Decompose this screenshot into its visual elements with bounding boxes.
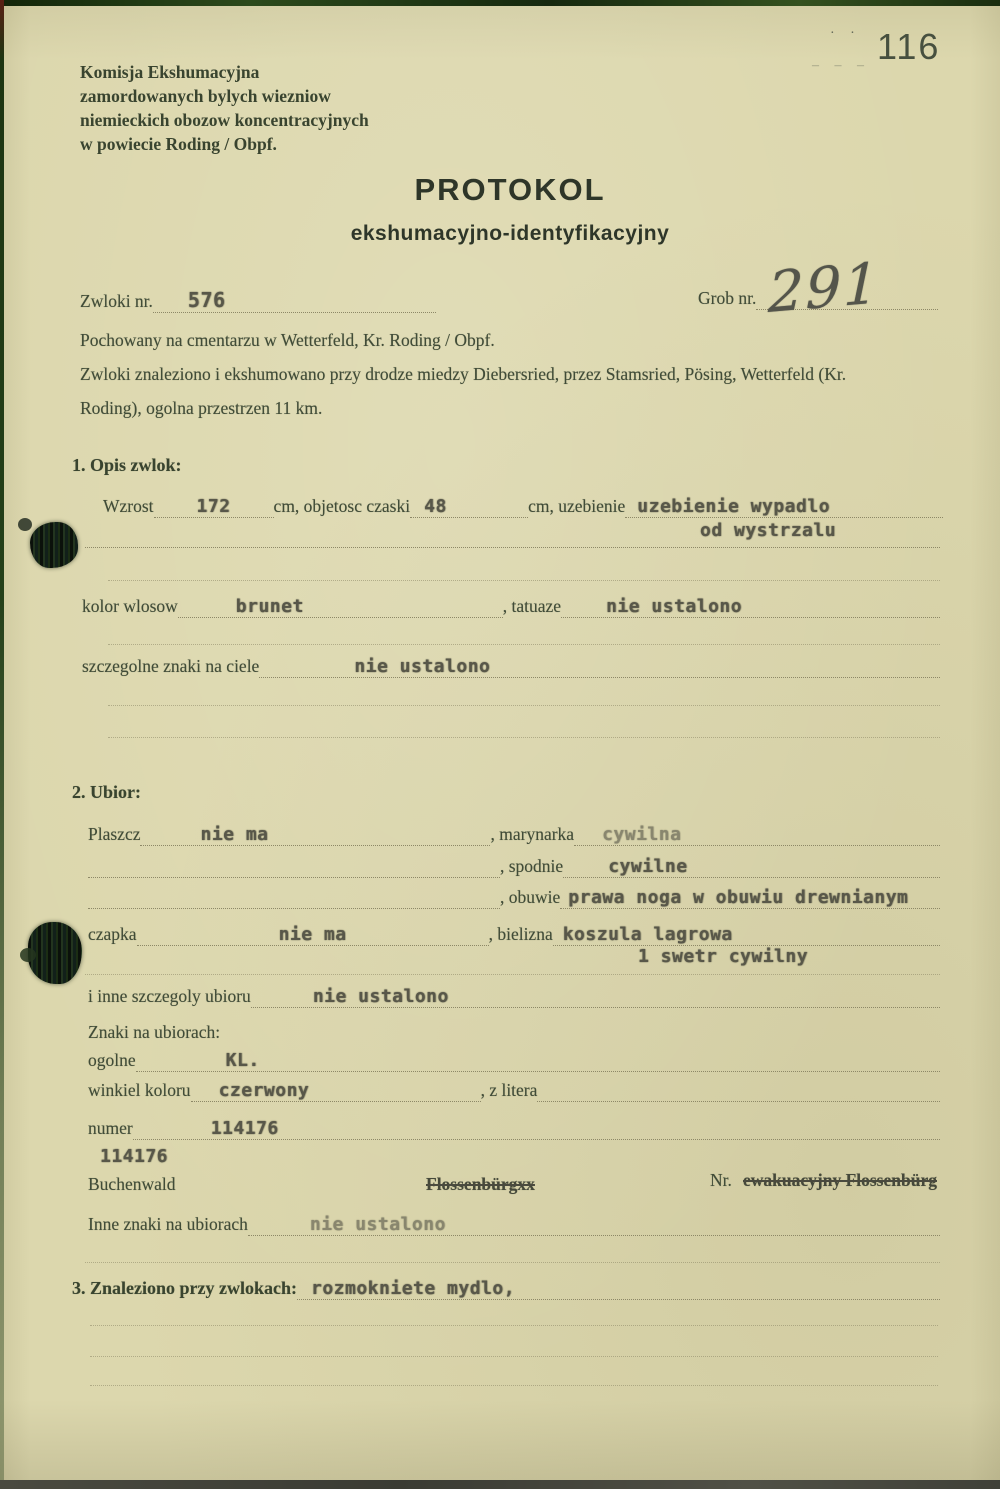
badge-letter-field <box>537 1083 940 1102</box>
letterhead-line: niemieckich obozow koncentracyjnych <box>80 110 369 130</box>
other-details-row <box>88 986 940 1008</box>
blank-ruled-line <box>90 1356 938 1357</box>
burial-line: Roding), ogolna przestrzen 11 km. <box>80 398 323 418</box>
general-marks-label: ogolne <box>88 1050 136 1070</box>
cap-field <box>137 924 489 946</box>
letterhead-line: Komisja Ekshumacyjna <box>80 62 260 82</box>
body-marks-label: szczegolne znaki na ciele <box>82 656 260 676</box>
punch-hole-ink-blob-lower <box>28 922 82 984</box>
underwear-value: koszula lagrowa <box>562 924 733 945</box>
blank-ruled-line <box>85 974 940 975</box>
body-marks-value: nie ustalono <box>354 656 491 677</box>
stray-dots-mark: · · <box>830 26 861 41</box>
corpse-number-row <box>80 288 436 313</box>
other-details-field <box>251 986 940 1008</box>
height-row <box>103 496 943 518</box>
underwear-label: , bielizna <box>488 924 553 944</box>
tattoo-label: , tatuaze <box>502 596 562 616</box>
blank-ruled-line <box>108 644 940 645</box>
general-marks-value: KL. <box>225 1050 260 1071</box>
shoes-field <box>560 887 940 909</box>
found-items-value: rozmokniete mydlo, <box>311 1278 516 1299</box>
jacket-label: , marynarka <box>490 824 575 844</box>
hair-field <box>178 596 503 618</box>
trousers-label: , spodnie <box>500 856 564 876</box>
body-marks-field <box>259 656 940 678</box>
scan-edge-bottom <box>0 1480 1000 1489</box>
scan-edge-left <box>0 0 4 1489</box>
other-clothing-marks-value: nie ustalono <box>309 1214 446 1235</box>
cap-underwear-row <box>88 924 940 946</box>
teeth-value-line1: uzebienie wypadlo <box>637 496 831 517</box>
general-marks-row <box>88 1050 940 1072</box>
stray-dashes-mark: – – – <box>812 58 870 73</box>
camp-flossenburg-struck: Flossenbürgxx <box>426 1174 535 1194</box>
section1-heading: 1. Opis zwlok: <box>72 455 182 475</box>
section3-row <box>72 1278 940 1300</box>
hair-value: brunet <box>235 596 304 617</box>
jacket-value: cywilna <box>602 824 682 845</box>
badge-label: winkiel koloru <box>88 1080 191 1100</box>
trousers-value: cywilne <box>608 856 688 877</box>
jacket-field <box>574 824 940 846</box>
number-row <box>88 1118 940 1140</box>
document-subtitle: ekshumacyjno-identyfikacyjny <box>350 222 670 245</box>
shoes-value: prawa noga w obuwiu drewnianym <box>568 887 909 908</box>
grave-number-label: Grob nr. <box>698 288 757 308</box>
skull-label: cm, objetosc czaski <box>273 496 411 516</box>
teeth-field <box>625 496 943 518</box>
skull-field <box>410 496 528 518</box>
blank-ruled-line <box>108 737 940 738</box>
number-field <box>133 1118 940 1140</box>
blank-ruled-line <box>108 580 940 581</box>
evacuation-number-struck: ewakuacyjny Flossenbürg <box>743 1170 937 1190</box>
teeth-label: cm, uzebienie <box>528 496 626 516</box>
other-details-value: nie ustalono <box>312 986 449 1007</box>
cap-label: czapka <box>88 924 137 944</box>
trousers-row <box>88 856 940 878</box>
tattoo-value: nie ustalono <box>606 596 743 617</box>
blank-ruled-line <box>85 547 940 548</box>
coat-value: nie ma <box>200 824 269 845</box>
hair-tattoo-row <box>82 596 940 618</box>
blank-ruled-line <box>85 1262 940 1263</box>
section3-heading: 3. Znaleziono przy zwlokach: <box>72 1278 297 1298</box>
grave-number-handwritten-value: 291 <box>767 250 882 327</box>
punch-hole-ink-blob-upper <box>30 522 78 568</box>
burial-line: Pochowany na cmentarzu w Wetterfeld, Kr. Roding / Obpf. <box>80 330 495 350</box>
blank-ruled-line <box>90 1325 938 1326</box>
clothing-marks-heading: Znaki na ubiorach: <box>88 1022 221 1042</box>
number-value: 114176 <box>210 1118 279 1139</box>
section2-heading: 2. Ubior: <box>72 782 141 802</box>
blank-ruled-line <box>108 705 940 706</box>
blank-field <box>88 859 500 878</box>
shoes-label: , obuwie <box>500 887 561 907</box>
hair-label: kolor wlosow <box>82 596 178 616</box>
other-details-label: i inne szczegoly ubioru <box>88 986 251 1006</box>
underwear-value-line2: 1 swetr cywilny <box>638 946 809 967</box>
trousers-field <box>563 856 940 878</box>
corpse-number-value: 576 <box>187 288 226 312</box>
other-clothing-marks-label: Inne znaki na ubiorach <box>88 1214 248 1234</box>
burial-line: Zwloki znaleziono i ekshumowano przy drodze miedzy Diebersried, przez Stamsried, Pösing, Wetterfeld (Kr. <box>80 364 847 384</box>
page-number: 116 <box>877 26 941 67</box>
other-clothing-marks-row <box>88 1214 940 1236</box>
shoes-row <box>88 887 940 909</box>
badge-value: czerwony <box>218 1080 310 1101</box>
letterhead-line: w powiecie Roding / Obpf. <box>80 134 277 154</box>
skull-value: 48 <box>424 496 447 517</box>
height-value: 172 <box>196 496 231 517</box>
height-field <box>154 496 274 518</box>
corpse-number-label: Zwloki nr. <box>80 291 153 311</box>
other-clothing-marks-field <box>248 1214 940 1236</box>
blank-field <box>88 890 500 909</box>
found-items-field <box>297 1278 940 1300</box>
letterhead <box>80 60 369 156</box>
underwear-field <box>553 924 940 946</box>
corpse-number-field <box>153 288 436 313</box>
scan-edge-top <box>0 0 1000 6</box>
coat-field <box>140 824 490 846</box>
evacuation-number-label: Nr. <box>710 1170 732 1190</box>
general-marks-field <box>136 1050 940 1072</box>
coat-jacket-row <box>88 824 940 846</box>
blank-ruled-line <box>90 1385 938 1386</box>
badge-field <box>191 1080 481 1102</box>
cap-value: nie ma <box>278 924 347 945</box>
camp-buchenwald-label: Buchenwald <box>88 1174 176 1194</box>
badge-letter-label: , z litera <box>480 1080 538 1100</box>
coat-label: Plaszcz <box>88 824 141 844</box>
tattoo-field <box>561 596 940 618</box>
teeth-value-line2: od wystrzalu <box>700 520 837 541</box>
document-title: PROTOKOL <box>414 172 606 207</box>
number-label: numer <box>88 1118 133 1138</box>
body-marks-row <box>82 656 940 678</box>
height-label: Wzrost <box>103 496 154 516</box>
letterhead-line: zamordowanych bylych wiezniow <box>80 86 331 106</box>
badge-row <box>88 1080 940 1102</box>
number-repeat-value: 114176 <box>100 1146 169 1167</box>
